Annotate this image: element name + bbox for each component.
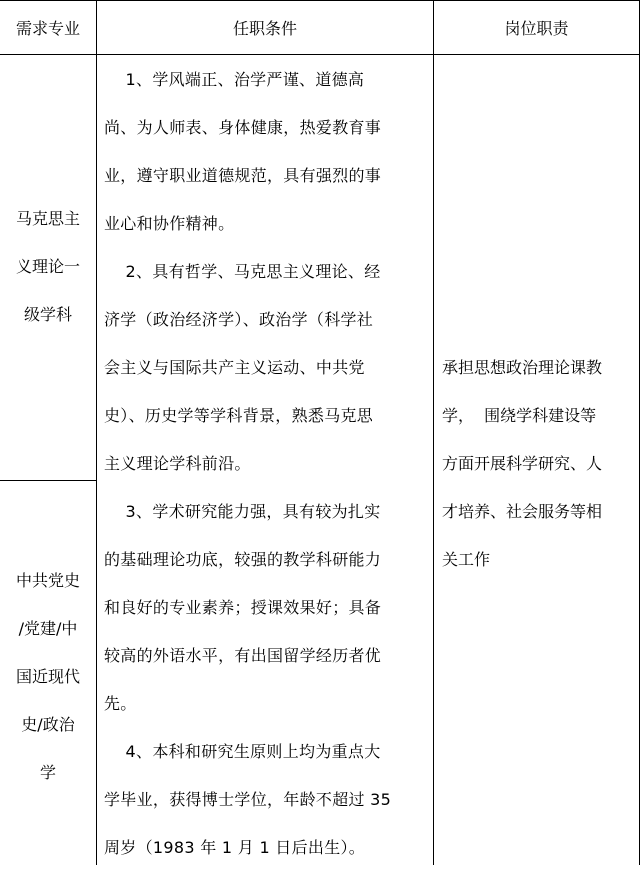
- major-1-line-2: 义理论一: [15, 257, 80, 276]
- requirement-line: 主义理论学科前沿。: [104, 454, 251, 473]
- requirement-line: 业，遵守职业道德规范，具有强烈的事: [104, 166, 382, 185]
- major-2-line-1: 中共党史: [15, 571, 80, 590]
- requirement-line: 周岁（1983 年 1 月 1 日后出生）。: [104, 838, 366, 857]
- duty-line: 关工作: [442, 550, 491, 569]
- duty-line: 方面开展科学研究、人: [442, 454, 603, 473]
- major-row-divider: [0, 480, 96, 481]
- header-duties: 岗位职责: [504, 18, 569, 38]
- major-1-line-1: 马克思主: [15, 209, 80, 228]
- header-major: 需求专业: [15, 18, 80, 38]
- requirement-line: 先。: [104, 694, 137, 713]
- column-divider-2: [433, 0, 434, 865]
- requirement-line: 史）、历史学等学科背景，熟悉马克思: [104, 406, 374, 425]
- requirement-line: 济学（政治经济学）、政治学（科学社: [104, 310, 374, 329]
- requirement-line: 4、本科和研究生原则上均为重点大: [104, 742, 381, 761]
- major-2-line-3: 国近现代: [15, 667, 80, 686]
- major-1-line-3: 级学科: [23, 305, 72, 324]
- requirement-line: 较高的外语水平，有出国留学经历者优: [104, 646, 382, 665]
- requirement-line: 3、学术研究能力强，具有较为扎实: [104, 502, 381, 521]
- requirement-line: 1、学风端正、治学严谨、道德高: [104, 70, 365, 89]
- requirement-line: 的基础理论功底，较强的教学科研能力: [104, 550, 382, 569]
- duty-line: 才培养、社会服务等相: [442, 502, 603, 521]
- major-2-line-2: /党建/中: [18, 619, 78, 638]
- column-divider-1: [96, 0, 97, 865]
- header-requirements: 任职条件: [232, 18, 297, 38]
- requirement-line: 尚、为人师表、身体健康，热爱教育事: [104, 118, 382, 137]
- requirement-line: 业心和协作精神。: [104, 214, 235, 233]
- duty-line: 学， 围绕学科建设等: [442, 406, 597, 425]
- major-2-line-5: 学: [39, 763, 56, 782]
- requirement-line: 学毕业，获得博士学位，年龄不超过 35: [104, 790, 392, 809]
- requirement-line: 和良好的专业素养；授课效果好；具备: [104, 598, 382, 617]
- major-2-line-4: 史/政治: [21, 715, 75, 734]
- duty-line: 承担思想政治理论课教: [442, 358, 603, 377]
- requirement-line: 会主义与国际共产主义运动、中共党: [104, 358, 365, 377]
- requirement-line: 2、具有哲学、马克思主义理论、经: [104, 262, 381, 281]
